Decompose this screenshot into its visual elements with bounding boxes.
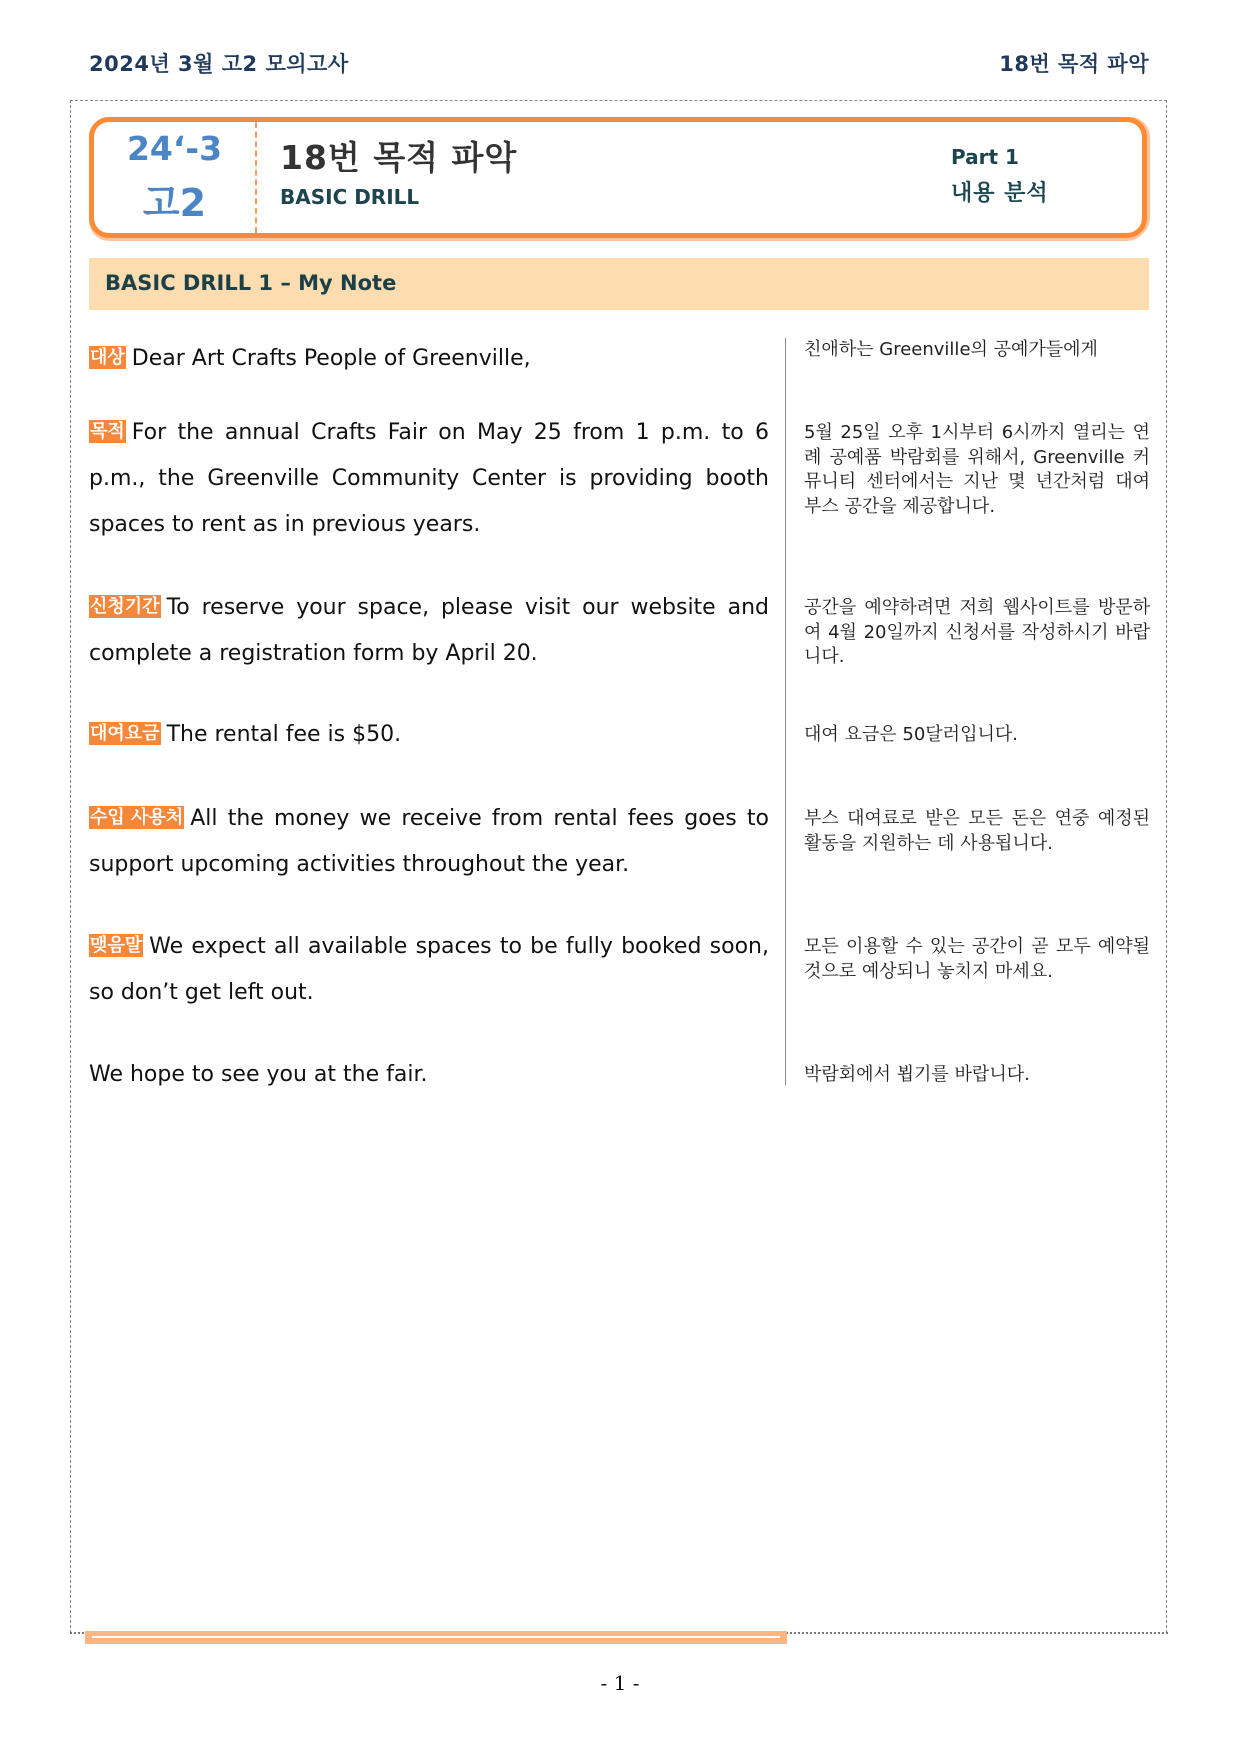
page-subtitle: BASIC DRILL (280, 185, 420, 209)
section-title: BASIC DRILL 1 – My Note (105, 271, 397, 295)
section-header (89, 258, 1149, 310)
english-paragraph (89, 924, 769, 1016)
korean-translation: 박람회에서 뵙기를 바랍니다. (804, 1064, 1030, 1085)
english-paragraph (89, 796, 769, 888)
korean-translation: 공간을 예약하려면 저희 웹사이트를 방문하여 4월 20일까지 신청서를 작성하시기 바랍니다. (804, 597, 1150, 667)
label-badge: 대상 (90, 347, 125, 368)
grade-label: 고2 (142, 181, 207, 225)
korean-translation: 대여 요금은 50달러입니다. (804, 724, 1018, 745)
english-text: Dear Art Crafts People of Greenville, (131, 346, 531, 371)
english-paragraph (89, 712, 769, 758)
label-badge: 맺음말 (90, 935, 143, 956)
exam-code: 24‘-3 (126, 129, 223, 168)
label-badge: 수입 사용처 (90, 807, 184, 828)
english-text: The rental fee is $50. (166, 722, 402, 747)
page-number: - 1 - (600, 1671, 640, 1695)
english-paragraph (89, 336, 769, 382)
label-badge: 신청기간 (90, 596, 160, 617)
title-box (89, 117, 1147, 238)
column-divider (785, 338, 786, 1085)
korean-translation: 친애하는 Greenville의 공예가들에게 (804, 339, 1098, 360)
english-text: To reserve your space, please visit our website and complete a registration form by April 20. (89, 595, 769, 666)
running-header-left: 2024년 3월 고2 모의고사 (89, 52, 349, 76)
page-title: 18번 목적 파악 (280, 138, 518, 177)
english-text: All the money we receive from rental fees goes to support upcoming activities throughout the year. (89, 806, 769, 877)
english-text: We hope to see you at the fair. (89, 1062, 428, 1087)
english-text: For the annual Crafts Fair on May 25 from 1 p.m. to 6 p.m., the Greenville Community Center is providing booth spaces to rent as in previous years. (89, 420, 769, 537)
korean-translation: 모든 이용할 수 있는 공간이 곧 모두 예약될 것으로 예상되니 놓치지 마세요. (804, 936, 1150, 982)
english-paragraph (89, 585, 769, 677)
footer-accent-bar (85, 1631, 787, 1644)
title-box-divider (255, 122, 257, 233)
label-badge: 목적 (90, 421, 125, 442)
korean-translation: 5월 25일 오후 1시부터 6시까지 열리는 연례 공예품 박람회를 위해서, Greenville 커뮤니티 센터에서는 지난 몇 년간처럼 대여 부스 공간을 제공합니다. (804, 422, 1150, 517)
label-badge: 대여요금 (90, 723, 160, 744)
english-text: We expect all available spaces to be fully booked soon, so don’t get left out. (89, 934, 769, 1005)
english-paragraph (89, 410, 769, 548)
running-header-right: 18번 목적 파악 (999, 52, 1149, 76)
part-label: Part 1 (951, 145, 1019, 169)
part-description: 내용 분석 (951, 181, 1049, 206)
korean-translation: 부스 대여료로 받은 모든 돈은 연중 예정된 활동을 지원하는 데 사용됩니다. (804, 808, 1150, 854)
english-paragraph (89, 1052, 769, 1098)
